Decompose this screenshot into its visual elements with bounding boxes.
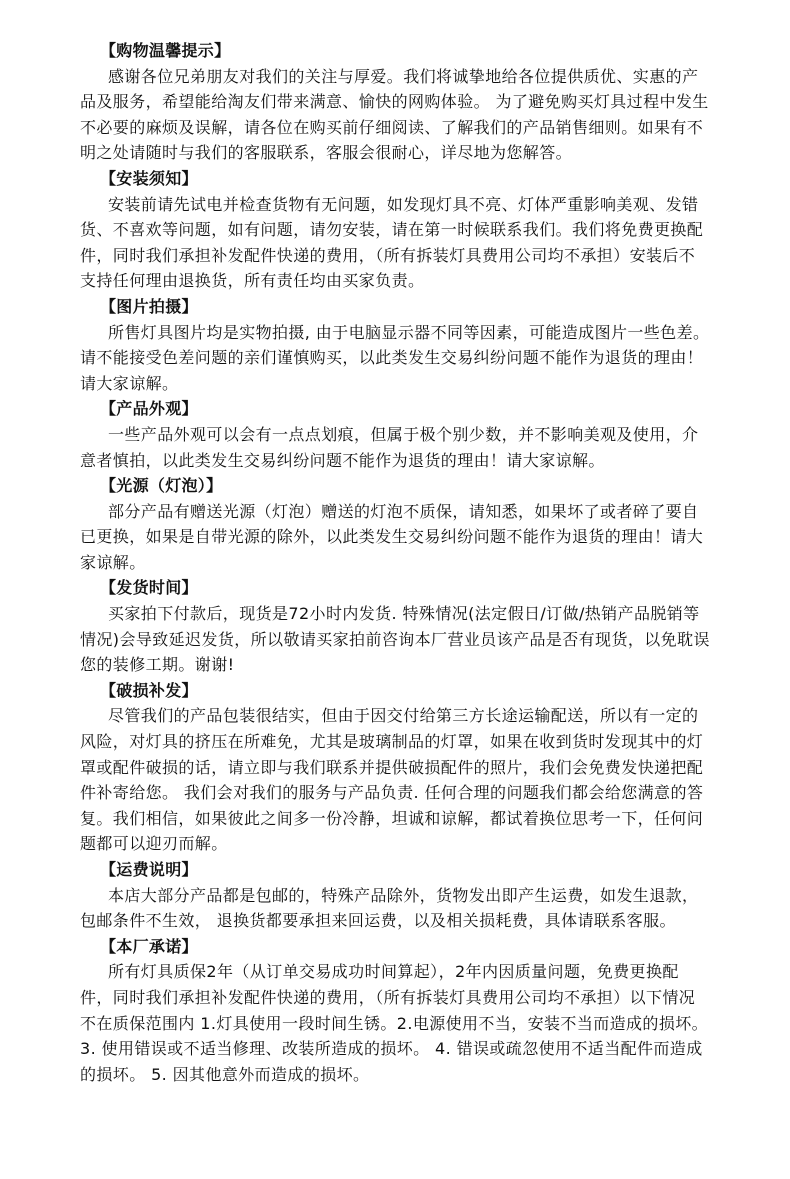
section-heading: 【运费说明】 xyxy=(100,860,198,879)
section-heading: 【安装须知】 xyxy=(100,168,198,188)
section-body: 感谢各位兄弟朋友对我们的关注与厚爱。我们将诚挚地给各位提供质优、实惠的产品及服务，希望能给淘友们带来满意、愉快的网购体验。 为了避免购买灯具过程中发生不必要的麻烦及误解，请各位在购买前仔细阅读、了解我们的产品销售细则。如果有不明之处请随时与我们的客服联系，客服会很耐心，详尽地为您解答。 xyxy=(80,66,709,163)
section-heading: 【发货时间】 xyxy=(100,578,198,598)
section-heading: 【购物温馨提示】 xyxy=(100,41,231,60)
section-shipping-fees xyxy=(0,857,790,934)
section-body: 一些产品外观可以会有一点点划痕，但属于极个别少数，并不影响美观及使用，介意者慎拍，以此类发生交易纠纷问题不能作为退货的理由！请大家谅解。 xyxy=(80,424,699,470)
section-shipping-time xyxy=(0,575,790,677)
section-shopping-tips xyxy=(0,38,790,166)
section-heading: 【图片拍摄】 xyxy=(100,296,198,316)
section-heading: 【破损补发】 xyxy=(100,680,198,700)
section-installation xyxy=(0,166,790,294)
section-photos xyxy=(0,294,790,396)
section-body: 安装前请先试电并检查货物有无问题，如发现灯具不亮、灯体严重影响美观、发错货、不喜欢等问题，如有问题，请勿安装，请在第一时候联系我们。我们将免费更换配件，同时我们承担补发配件快递的费用，（所有拆装灯具费用公司均不承担）安装后不支持任何理由退换货，所有责任均由买家负责。 xyxy=(80,194,704,291)
section-body: 本店大部分产品都是包邮的，特殊产品除外，货物发出即产生运费，如发生退款，包邮条件不生效， 退换货都要承担来回运费，以及相关损耗费，具体请联系客服。 xyxy=(80,885,699,931)
section-body: 尽管我们的产品包装很结实，但由于因交付给第三方长途运输配送，所以有一定的风险，对灯具的挤压在所难免，尤其是玻璃制品的灯罩，如果在收到货时发现其中的灯罩或配件破损的话，请立即与我们联系并提供破损配件的照片，我们会免费发快递把配件补寄给您。 我们会对我们的服务与产品负责. 任何合理的问题我们都会给您满意的答复。我们相信，如果彼此之间多一份冷静，坦诚和谅解，都试着换位思考一下，任何问题都可以迎刃而解。 xyxy=(80,706,704,854)
section-appearance xyxy=(0,396,790,473)
section-body: 买家拍下付款后，现货是72小时内发货. 特殊情况(法定假日/订做/热销产品脱销等情况)会导致延迟发货，所以敬请买家拍前咨询本厂营业员该产品是否有现货，以免耽误您的装修工期。谢谢! xyxy=(80,604,710,675)
section-heading: 【产品外观】 xyxy=(100,399,198,419)
section-heading: 【光源（灯泡）】 xyxy=(100,476,223,496)
section-body: 所售灯具图片均是实物拍摄, 由于电脑显示器不同等因素，可能造成图片一些色差。请不能接受色差问题的亲们谨慎购买，以此类发生交易纠纷问题不能作为退货的理由！请大家谅解。 xyxy=(80,322,710,393)
section-body: 所有灯具质保2年（从订单交易成功时间算起），2年内因质量问题，免费更换配件，同时我们承担补发配件快递的费用，（所有拆装灯具费用公司均不承担）以下情况不在质保范围内 1.灯具使用一段时间生锈。2.电源使用不当，安装不当而造成的损坏。3. 使用错误或不适当修理、改装所造成的损坏。 4. 错误或疏忽使用不适当配件而造成的损坏。 5. 因其他意外而造成的损坏。 xyxy=(80,962,709,1084)
section-light-source xyxy=(0,473,790,575)
section-heading: 【本厂承诺】 xyxy=(100,936,198,956)
section-warranty xyxy=(0,934,790,1088)
section-damage-replacement xyxy=(0,678,790,857)
section-body: 部分产品有赠送光源（灯泡）赠送的灯泡不质保，请知悉，如果坏了或者碎了要自已更换，如果是自带光源的除外，以此类发生交易纠纷问题不能作为退货的理由！请大家谅解。 xyxy=(80,501,704,572)
